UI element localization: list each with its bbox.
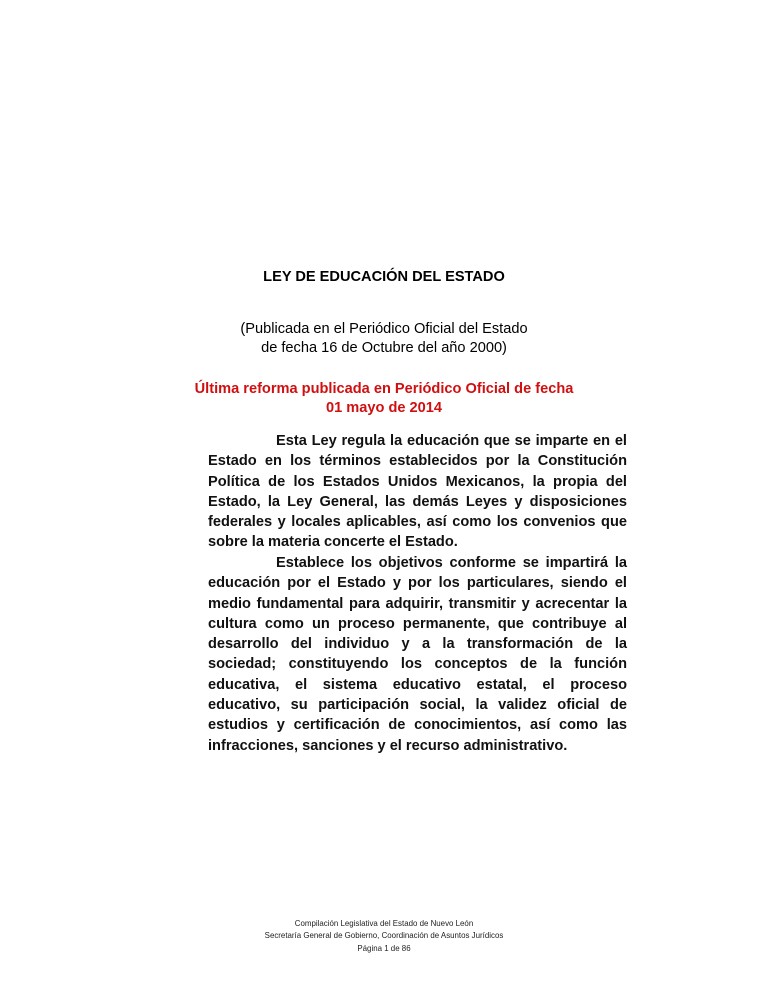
body-paragraph bbox=[208, 553, 627, 756]
footer-secretariat: Secretaría General de Gobierno, Coordinación de Asuntos Jurídicos bbox=[264, 930, 504, 941]
publication-note-line-1: (Publicada en el Periódico Oficial del Estado bbox=[240, 321, 528, 337]
page-footer bbox=[31, 917, 738, 954]
publication-note-line-2: de fecha 16 de Octubre del año 2000) bbox=[261, 340, 507, 356]
body-paragraph bbox=[208, 431, 627, 553]
paragraph-text: Esta Ley regula la educación que se imparte en el Estado en los términos establecidos por la Constitución Política de los Estados Unidos Mexicanos, la propia del Estado, la Ley General, las demás Leyes y disposiciones federales y locales aplicables, así como los convenios que sobre la materia concerte el Estado. bbox=[208, 433, 627, 551]
last-reform-notice bbox=[0, 380, 768, 418]
publication-note bbox=[0, 320, 768, 358]
footer-compilation: Compilación Legislativa del Estado de Nuevo León bbox=[294, 918, 474, 928]
law-title: LEY DE EDUCACIÓN DEL ESTADO bbox=[263, 269, 505, 285]
last-reform-line-2: 01 mayo de 2014 bbox=[325, 400, 443, 416]
paragraph-text: Establece los objetivos conforme se impartirá la educación por el Estado y por los particulares, siendo el medio fundamental para adquirir, transmitir y acrecentar la cultura como un proceso permanente, que contribuye al desarrollo del individuo y a la transformación de la sociedad; constituyendo los conceptos de la función educativa, el sistema educativo estatal, el proceso educativo, su participación social, la validez oficial de estudios y certificación de conocimientos, así como las infracciones, sanciones y el recurso administrativo. bbox=[208, 555, 627, 754]
last-reform-line-1: Última reforma publicada en Periódico Oficial de fecha bbox=[194, 381, 574, 397]
page-number: Página 1 de 86 bbox=[357, 942, 411, 953]
